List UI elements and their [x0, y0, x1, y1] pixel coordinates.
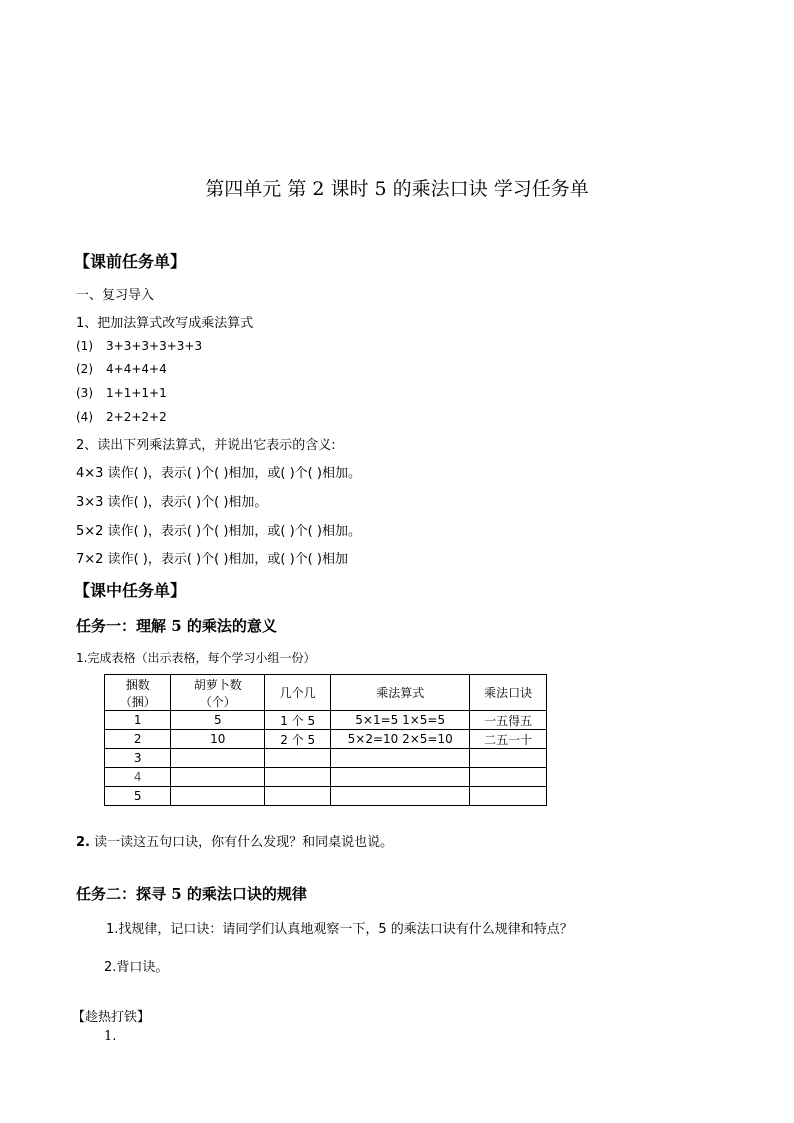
pre-class-heading: 【课前任务单】 — [74, 252, 187, 271]
addition-item-expr: 2+2+2+2 — [106, 410, 167, 424]
read-item: 3×3 读作( )，表示( )个( )相加。 — [76, 495, 268, 510]
addition-item-number: (4) — [76, 410, 93, 424]
page-title: 第四单元 第 2 课时 5 的乘法口诀 学习任务单 — [205, 178, 589, 200]
table-cell — [171, 768, 265, 787]
in-class-heading: 【课中任务单】 — [74, 581, 187, 600]
question-2: 2、读出下列乘法算式，并说出它表示的含义: — [76, 438, 336, 453]
question-1: 1、把加法算式改写成乘法算式 — [76, 316, 254, 331]
table-cell — [265, 749, 331, 768]
table-cell: 5×2=10 2×5=10 — [331, 730, 470, 749]
table-cell: 4 — [105, 768, 171, 787]
column-header-bundles: 捆数 （捆） — [105, 675, 171, 711]
table-cell: 3 — [105, 749, 171, 768]
addition-item-expr: 4+4+4+4 — [106, 362, 167, 376]
task-1-question-2 — [76, 831, 393, 850]
column-header-formula: 乘法算式 — [331, 675, 470, 711]
table-cell: 5×1=5 1×5=5 — [331, 711, 470, 730]
table-cell: 5 — [105, 787, 171, 806]
table-cell — [331, 787, 470, 806]
table-cell — [265, 768, 331, 787]
table-cell — [331, 768, 470, 787]
table-header-row — [105, 675, 547, 711]
table-cell — [470, 749, 547, 768]
table-cell — [331, 749, 470, 768]
table-cell — [265, 787, 331, 806]
multiplication-table — [104, 674, 547, 806]
column-header-groups: 几个几 — [265, 675, 331, 711]
table-row — [105, 768, 547, 787]
task-1-question-2-text: 读一读这五句口诀，你有什么发现？和同桌说也说。 — [89, 835, 394, 850]
task-2-item-1: 1.找规律，记口诀：请同学们认真地观察一下，5 的乘法口诀有什么规律和特点？ — [106, 922, 573, 937]
task-1-title: 任务一：理解 5 的乘法的意义 — [76, 617, 277, 635]
column-header-carrots: 胡萝卜数 （个） — [171, 675, 265, 711]
addition-item-number: (2) — [76, 362, 93, 376]
practice-item-1: 1. — [104, 1029, 117, 1044]
table-instruction: 1.完成表格（出示表格，每个学习小组一份） — [76, 651, 316, 665]
addition-item-expr: 3+3+3+3+3+3 — [106, 339, 203, 353]
table-cell: 10 — [171, 730, 265, 749]
table-cell — [171, 787, 265, 806]
table-cell: 二五一十 — [470, 730, 547, 749]
table-row — [105, 711, 547, 730]
table-cell: 一五得五 — [470, 711, 547, 730]
table-cell: 2 个 5 — [265, 730, 331, 749]
review-intro: 一、复习导入 — [76, 288, 155, 303]
table-cell — [470, 768, 547, 787]
table-row — [105, 787, 547, 806]
table-cell: 1 个 5 — [265, 711, 331, 730]
addition-item-number: (1) — [76, 339, 93, 353]
read-item: 5×2 读作( )，表示( )个( )相加，或( )个( )相加。 — [76, 524, 361, 539]
table-cell: 2 — [105, 730, 171, 749]
addition-item-number: (3) — [76, 386, 93, 400]
read-item: 7×2 读作( )，表示( )个( )相加，或( )个( )相加 — [76, 552, 348, 567]
table-row — [105, 730, 547, 749]
column-header-rhyme: 乘法口诀 — [470, 675, 547, 711]
task-2-title: 任务二：探寻 5 的乘法口诀的规律 — [76, 885, 307, 903]
task-1-question-2-number: 2. — [76, 835, 90, 850]
table-cell: 1 — [105, 711, 171, 730]
table-cell — [470, 787, 547, 806]
task-2-item-2: 2.背口诀。 — [104, 960, 169, 975]
table-cell — [171, 749, 265, 768]
read-item: 4×3 读作( )，表示( )个( )相加，或( )个( )相加。 — [76, 466, 361, 481]
table-row — [105, 749, 547, 768]
table-cell: 5 — [171, 711, 265, 730]
practice-heading: 【趁热打铁】 — [72, 1010, 151, 1025]
addition-item-expr: 1+1+1+1 — [106, 386, 167, 400]
